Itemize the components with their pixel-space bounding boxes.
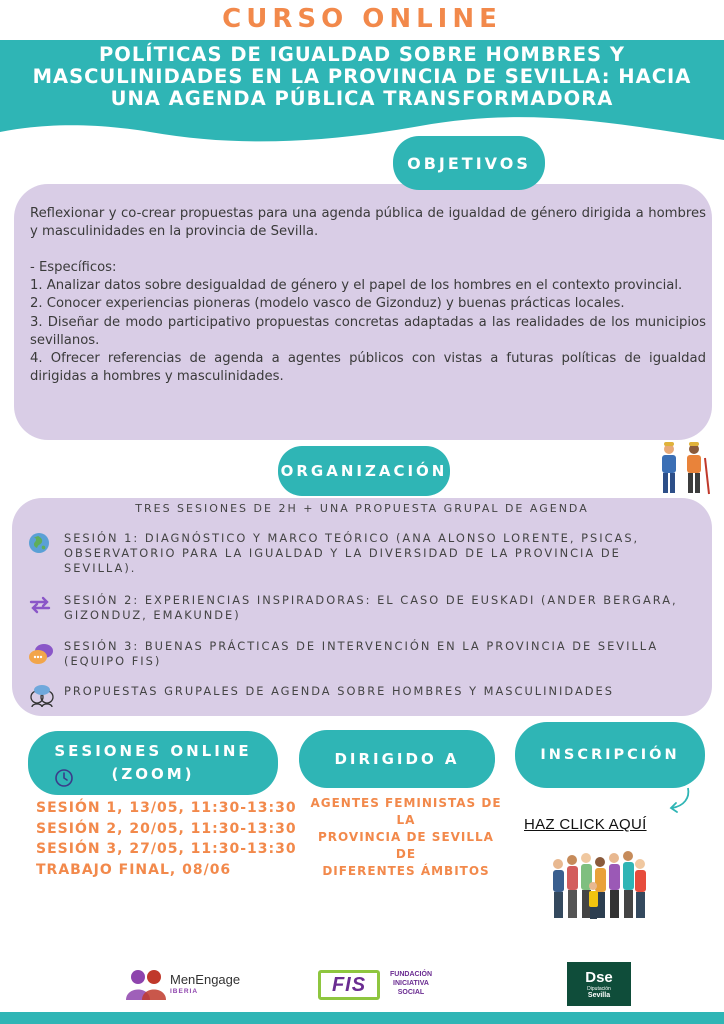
course-kicker: CURSO ONLINE [222,4,502,34]
session-dates: SESIÓN 1, 13/05, 11:30-13:30 SESIÓN 2, 20/05, 11:30-13:30 SESIÓN 3, 27/05, 11:30-13:30 TRABAJO FINAL, 08/06 [36,800,297,878]
session-item: SESIÓN 1: DIAGNÓSTICO Y MARCO TEÓRICO (ANA ALONSO LORENTE, PSICAS, OBSERVATORIO PARA LA IGUALDAD Y LA DIVERSIDAD DE LA PROVINCIA DE SEVILLA). [64,531,640,575]
registration-link[interactable]: HAZ CLICK AQUÍ [524,816,647,833]
chat-bubbles-icon [28,642,54,666]
audience-text: AGENTES FEMINISTAS DE LA PROVINCIA DE SEVILLA DE DIFERENTES ÁMBITOS [310,796,502,878]
menengage-region: IBERIA [170,988,199,995]
online-sessions-heading: SESIONES ONLINE (ZOOM) [28,731,278,795]
session-item: PROPUESTAS GRUPALES DE AGENDA SOBRE HOMBRES Y MASCULINIDADES [64,684,614,698]
curved-arrow-icon [664,786,694,814]
session-item: SESIÓN 2: EXPERIENCIAS INSPIRADORAS: EL CASO DE EUSKADI (ANDER BERGARA, GIZONDUZ, EMAKUNDE) [64,593,678,622]
organization-heading: ORGANIZACIÓN [278,446,450,496]
diputacion-logo: Dse Diputación Sevilla [567,962,631,1006]
discussion-icon [28,684,56,708]
objectives-text: Reflexionar y co-crear propuestas para una agenda pública de igualdad de género dirigida a hombres y masculinidades en la provincia de Sevilla. - Específicos: 1. Analizar datos sobre desigualdad de género y el papel de los hombres en el contexto provincial. 2. Conocer experiencias pioneras (modelo vasco de Gizonduz) y buenas prácticas locales. 3. Diseñar de modo participativo propuestas concretas adaptadas a las realidades de los municipios sevillanos. 4. Ofrecer referencias de agenda a agentes públicos con vistas a futuras políticas de igualdad dirigidas a hombres y masculinidades. [30,206,706,384]
menengage-logo-icon [124,966,168,1002]
exchange-arrows-icon [29,596,51,614]
fis-name: FUNDACIÓN INICIATIVA SOCIAL [390,971,432,996]
main-title: POLÍTICAS DE IGUALDAD SOBRE HOMBRES Y MASCULINIDADES EN LA PROVINCIA DE SEVILLA: HACIA UNA AGENDA PÚBLICA TRANSFORMADORA [32,43,692,110]
workers-illustration [656,440,712,498]
fis-logo: FIS [318,970,380,1000]
globe-icon [28,532,50,554]
bottom-bar [0,1012,724,1024]
objectives-heading: OBJETIVOS [393,136,545,190]
menengage-name: MenEngage [170,972,241,987]
audience-heading: DIRIGIDO A [299,730,495,788]
organization-subtitle: TRES SESIONES DE 2H + UNA PROPUESTA GRUPAL DE AGENDA [135,502,589,515]
registration-heading: INSCRIPCIÓN [515,722,705,788]
clock-icon [54,768,74,788]
session-item: SESIÓN 3: BUENAS PRÁCTICAS DE INTERVENCIÓN EN LA PROVINCIA DE SEVILLA (EQUIPO FIS) [64,639,659,668]
people-group-illustration [548,846,648,926]
